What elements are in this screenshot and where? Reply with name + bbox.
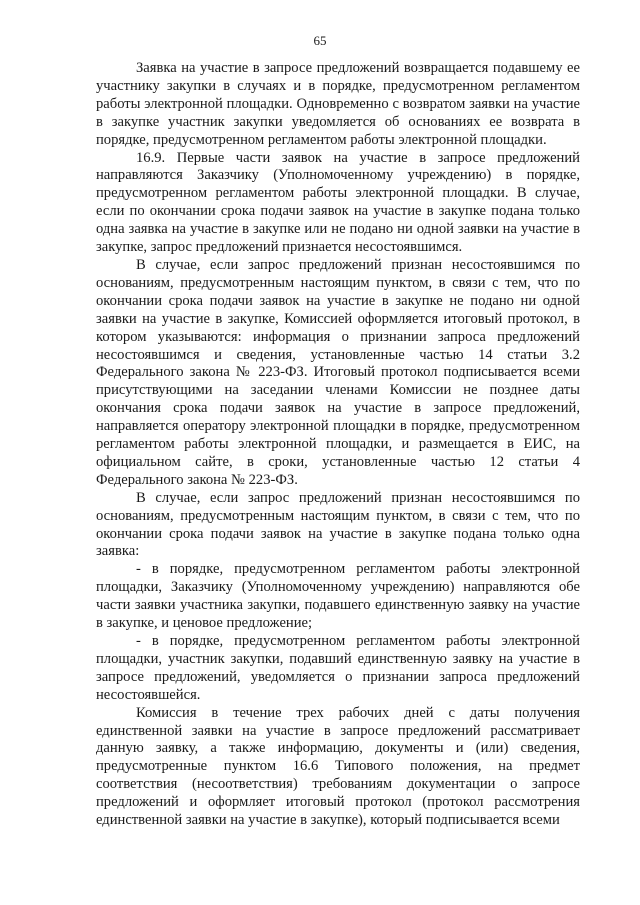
page-number: 65	[313, 33, 327, 48]
paragraph-no-applications: В случае, если запрос предложений признан несостоявшимся по основаниям, предусмотренным настоящим пунктом, в связи с тем, что по окончании срока подачи заявок на участие в закупке не подано ни одной заявки на участие в закупке, Комиссией оформляется итоговый протокол, в котором указываются: информация о признании запроса предложений несостоявшимся и сведения, установленные частью 14 статьи 3.2 Федерального закона № 223-ФЗ. Итоговый протокол подписывается всеми присутствующими на заседании членами Комиссии не позднее даты окончания срока подачи заявок на участие в запросе предложений, направляется оператору электронной площадки в порядке, предусмотренном регламентом работы электронной площадки, и размещается в ЕИС, на официальном сайте, в сроки, установленные частью 12 статьи 4 Федерального закона № 223-ФЗ.	[96, 256, 580, 488]
list-item-both-parts-sent: - в порядке, предусмотренном регламентом работы электронной площадки, Заказчику (Уполномоченному учреждению) направляются обе части заявки участника закупки, подавшего единственную заявку на участие в закупке, и ценовое предложение;	[96, 561, 580, 632]
paragraph-commission-review: Комиссия в течение трех рабочих дней с даты получения единственной заявки на участие в запросе предложений рассматривает данную заявку, а также информацию, документы и (или) сведения, предусмотренные пунктом 16.6 Типового положения, на предмет соответствия (несоответствия) требованиям документации о запросе предложений и оформляет итоговый протокол (протокол рассмотрения единственной заявки на участие в закупке), который подписывается всеми	[96, 704, 580, 829]
document-body	[96, 60, 580, 830]
paragraph-return-of-application: Заявка на участие в запросе предложений возвращается подавшему ее участнику закупки в случаях и в порядке, предусмотренном регламентом работы электронной площадки. Одновременно с возвратом заявки на участие в закупке участник закупки уведомляется об основаниях ее возврата в порядке, предусмотренном регламентом работы электронной площадки.	[96, 60, 580, 148]
paragraph-16-9: 16.9. Первые части заявок на участие в запросе предложений направляются Заказчику (Уполномоченному учреждению) в порядке, предусмотренном регламентом работы электронной площадки. В случае, если по окончании срока подачи заявок на участие в закупке подана только одна заявка на участие в закупке или не подано ни одной заявки на участие в закупке, запрос предложений признается несостоявшимся.	[96, 149, 580, 256]
paragraph-single-application: В случае, если запрос предложений признан несостоявшимся по основаниям, предусмотренным настоящим пунктом, в связи с тем, что по окончании срока подачи заявок на участие в закупке подана только одна заявка:	[96, 489, 580, 560]
list-item-participant-notified: - в порядке, предусмотренном регламентом работы электронной площадки, участник закупки, подавший единственную заявку на участие в запросе предложений, уведомляется о признании запроса предложений несостоявшейся.	[96, 633, 580, 703]
